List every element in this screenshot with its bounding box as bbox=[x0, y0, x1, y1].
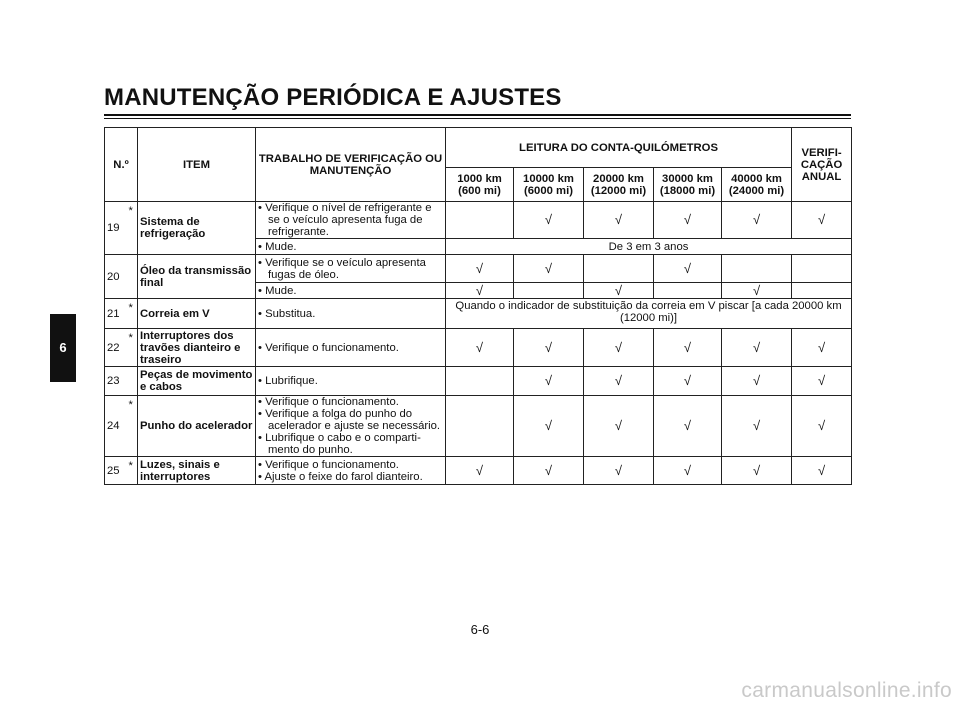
row-item: Luzes, sinais e interruptores bbox=[138, 457, 256, 485]
table-row bbox=[105, 396, 852, 457]
row-item: Punho do acelerador bbox=[138, 396, 256, 457]
watermark: carmanualsonline.info bbox=[741, 679, 952, 702]
check-cell-2 bbox=[514, 283, 584, 299]
check-cell-annual: √ bbox=[792, 329, 852, 367]
check-cell-5: √ bbox=[722, 283, 792, 299]
check-cell-2: √ bbox=[514, 367, 584, 396]
check-cell-3 bbox=[584, 255, 654, 283]
check-cell-1 bbox=[446, 202, 514, 239]
check-cell-3: √ bbox=[584, 367, 654, 396]
check-cell-annual bbox=[792, 255, 852, 283]
row-item: Correia em V bbox=[138, 299, 256, 329]
check-cell-4: √ bbox=[654, 396, 722, 457]
check-cell-1: √ bbox=[446, 255, 514, 283]
check-cell-4: √ bbox=[654, 255, 722, 283]
row-item: Peças de movimento e cabos bbox=[138, 367, 256, 396]
header-no: N.º bbox=[105, 128, 138, 202]
check-cell-4: √ bbox=[654, 202, 722, 239]
row-work: • Mude. bbox=[256, 283, 446, 299]
row-number: 20 bbox=[105, 255, 125, 299]
row-item: Sistema de refrigeração bbox=[138, 202, 256, 255]
header-km-5: 40000 km (24000 mi) bbox=[722, 168, 792, 202]
table-row bbox=[105, 457, 852, 485]
check-cell-1: √ bbox=[446, 329, 514, 367]
check-cell-3: √ bbox=[584, 396, 654, 457]
row-work: • Lubrifique. bbox=[256, 367, 446, 396]
check-cell-annual: √ bbox=[792, 367, 852, 396]
table-row bbox=[105, 329, 852, 367]
header-odometer: LEITURA DO CONTA-QUILÓMETROS bbox=[446, 128, 792, 168]
header-km-3: 20000 km (12000 mi) bbox=[584, 168, 654, 202]
check-cell-5: √ bbox=[722, 396, 792, 457]
row-number: 25 bbox=[105, 457, 125, 485]
check-cell-1 bbox=[446, 367, 514, 396]
check-cell-1: √ bbox=[446, 457, 514, 485]
row-number: 22 bbox=[105, 329, 125, 367]
check-cell-3: √ bbox=[584, 283, 654, 299]
check-cell-5: √ bbox=[722, 457, 792, 485]
row-number: 23 bbox=[105, 367, 125, 396]
maintenance-table bbox=[104, 127, 852, 485]
header-km-1: 1000 km (600 mi) bbox=[446, 168, 514, 202]
check-cell-5: √ bbox=[722, 329, 792, 367]
check-cell-4 bbox=[654, 283, 722, 299]
check-cell-annual: √ bbox=[792, 202, 852, 239]
row-star: * bbox=[125, 299, 138, 329]
check-cell-annual: √ bbox=[792, 457, 852, 485]
header-work: TRABALHO DE VERIFICAÇÃO OU MANUTENÇÃO bbox=[256, 128, 446, 202]
table-row bbox=[105, 255, 852, 283]
row-number: 19 bbox=[105, 202, 125, 255]
check-cell-2: √ bbox=[514, 255, 584, 283]
table-row bbox=[105, 299, 852, 329]
title-rule-thin bbox=[104, 118, 851, 119]
row-work: • Verifique o funcionamento. • Ajuste o feixe do farol dianteiro. bbox=[256, 457, 446, 485]
replacement-note: Quando o indicador de substituição da correia em V piscar [a cada 20000 km (12000 mi)] bbox=[446, 299, 852, 329]
check-cell-annual bbox=[792, 283, 852, 299]
header-item: ITEM bbox=[138, 128, 256, 202]
header-km-2: 10000 km (6000 mi) bbox=[514, 168, 584, 202]
check-cell-1 bbox=[446, 396, 514, 457]
row-star: * bbox=[125, 396, 138, 457]
row-work: • Verifique se o veículo apresenta fugas de óleo. bbox=[256, 255, 446, 283]
row-number: 24 bbox=[105, 396, 125, 457]
table-row bbox=[105, 202, 852, 239]
row-star bbox=[125, 255, 138, 299]
check-cell-4: √ bbox=[654, 367, 722, 396]
row-star bbox=[125, 367, 138, 396]
header-annual: VERIFI-CAÇÃO ANUAL bbox=[792, 128, 852, 202]
table-row bbox=[105, 367, 852, 396]
row-item: Interruptores dos travões dianteiro e traseiro bbox=[138, 329, 256, 367]
check-cell-2: √ bbox=[514, 457, 584, 485]
check-cell-2: √ bbox=[514, 396, 584, 457]
header-km-4: 30000 km (18000 mi) bbox=[654, 168, 722, 202]
page-number: 6-6 bbox=[470, 622, 490, 637]
row-star: * bbox=[125, 202, 138, 255]
check-cell-3: √ bbox=[584, 457, 654, 485]
check-cell-5 bbox=[722, 255, 792, 283]
chapter-tab bbox=[50, 314, 76, 382]
check-cell-annual: √ bbox=[792, 396, 852, 457]
title-rule bbox=[104, 114, 851, 116]
row-work: • Mude. bbox=[256, 239, 446, 255]
chapter-tab-label: 6 bbox=[59, 340, 67, 355]
row-number: 21 bbox=[105, 299, 125, 329]
page-title: MANUTENÇÃO PERIÓDICA E AJUSTES bbox=[104, 84, 562, 111]
interval-text: De 3 em 3 anos bbox=[446, 239, 852, 255]
row-work: • Substitua. bbox=[256, 299, 446, 329]
row-work: • Verifique o funcionamento. • Verifique a folga do punho do acelerador e ajuste se necessário. • Lubrifique o cabo e o comparti-mento do punho. bbox=[256, 396, 446, 457]
check-cell-4: √ bbox=[654, 329, 722, 367]
check-cell-3: √ bbox=[584, 329, 654, 367]
check-cell-3: √ bbox=[584, 202, 654, 239]
row-star: * bbox=[125, 457, 138, 485]
check-cell-1: √ bbox=[446, 283, 514, 299]
row-work: • Verifique o funcionamento. bbox=[256, 329, 446, 367]
check-cell-5: √ bbox=[722, 202, 792, 239]
check-cell-2: √ bbox=[514, 329, 584, 367]
check-cell-5: √ bbox=[722, 367, 792, 396]
row-item: Óleo da transmissão final bbox=[138, 255, 256, 299]
row-work: • Verifique o nível de refrigerante e se o veículo apresenta fuga de refrigerante. bbox=[256, 202, 446, 239]
row-star: * bbox=[125, 329, 138, 367]
check-cell-4: √ bbox=[654, 457, 722, 485]
check-cell-2: √ bbox=[514, 202, 584, 239]
